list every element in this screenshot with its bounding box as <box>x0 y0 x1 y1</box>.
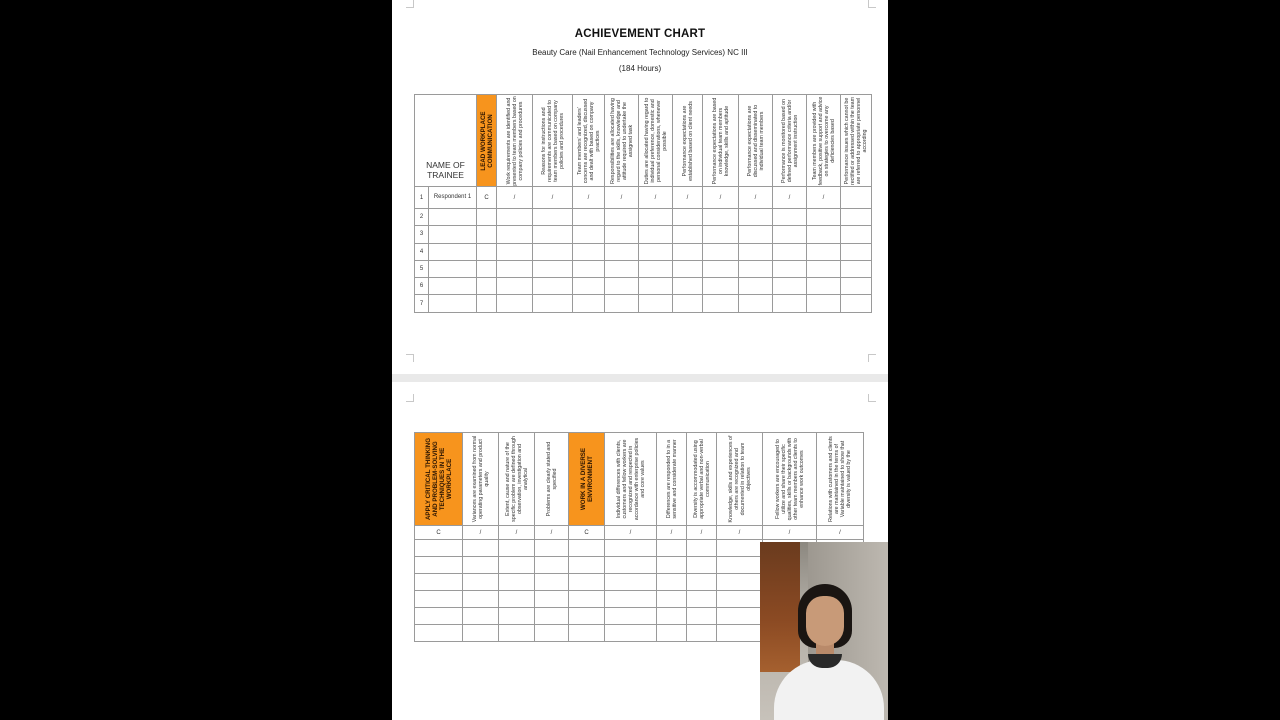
trainee-name-cell <box>429 226 477 243</box>
mark-cell: / <box>463 526 499 540</box>
criteria-header <box>605 95 639 187</box>
mark-cell <box>605 625 657 642</box>
mark-cell <box>535 625 569 642</box>
mark-cell <box>497 226 533 243</box>
mark-cell <box>639 260 673 277</box>
presenter-face <box>806 596 844 646</box>
criteria-text: Reasons for instructions and requirements are communicated to team members based on company policies and procedures <box>540 99 565 182</box>
mark-cell <box>673 243 703 260</box>
page-subtitle: Beauty Care (Nail Enhancement Technology Services) NC III <box>532 48 748 57</box>
mark-cell <box>739 243 773 260</box>
mark-cell <box>533 278 573 295</box>
mark-cell: / <box>657 526 687 540</box>
table-header-row <box>415 433 864 526</box>
criteria-header <box>817 433 864 526</box>
mark-cell <box>773 278 807 295</box>
mark-cell <box>605 557 657 574</box>
mark-cell <box>687 625 717 642</box>
mark-cell <box>639 278 673 295</box>
mark-cell <box>605 243 639 260</box>
mark-cell <box>639 209 673 226</box>
table-row <box>415 187 872 209</box>
mark-cell: / <box>497 187 533 209</box>
crop-mark <box>868 394 876 402</box>
mark-cell: / <box>533 187 573 209</box>
mark-cell <box>807 295 841 312</box>
mark-cell <box>703 260 739 277</box>
mark-cell <box>687 591 717 608</box>
mark-cell <box>703 243 739 260</box>
mark-cell <box>657 608 687 625</box>
mark-cell <box>841 209 872 226</box>
mark-cell <box>477 226 497 243</box>
mark-cell <box>497 260 533 277</box>
mark-cell <box>657 557 687 574</box>
criteria-text: Team members are provided with feedback, positive support and advice on strategies to overcome any deficiencies based <box>811 96 836 185</box>
criteria-text: Team members' and leaders' concerns are recognized, discussed and dealt with based on company practices <box>576 98 601 183</box>
mark-cell <box>717 608 763 625</box>
criteria-header <box>773 95 807 187</box>
mark-cell <box>463 574 499 591</box>
criteria-header <box>573 95 605 187</box>
table-row <box>415 278 872 295</box>
mark-cell <box>773 243 807 260</box>
mark-cell <box>687 574 717 591</box>
mark-cell <box>739 209 773 226</box>
mark-cell: / <box>717 526 763 540</box>
mark-cell: / <box>605 187 639 209</box>
mark-cell <box>773 260 807 277</box>
table-row <box>415 243 872 260</box>
criteria-text: Relations with customers and clients are maintained in the terms of Variable maintained to show that diversity is valued by the <box>828 436 852 522</box>
criteria-header <box>533 95 573 187</box>
trainee-name-cell <box>429 260 477 277</box>
mark-cell: / <box>673 187 703 209</box>
mark-cell <box>657 625 687 642</box>
criteria-text: WORK IN A DIVERSE ENVIRONMENT <box>579 447 594 511</box>
criteria-header <box>673 95 703 187</box>
trainee-name-cell: Respondent 1 <box>429 187 477 209</box>
mark-cell <box>673 295 703 312</box>
row-number: 7 <box>415 295 429 312</box>
mark-cell <box>497 243 533 260</box>
mark-cell <box>687 540 717 557</box>
criteria-text: Performance is monitored based on defined performance criteria and/or assignment instruction <box>780 98 799 183</box>
criteria-header <box>807 95 841 187</box>
row-number: 1 <box>415 187 429 209</box>
mark-cell <box>605 608 657 625</box>
mark-cell <box>739 295 773 312</box>
mark-cell <box>841 187 872 209</box>
criteria-header <box>463 433 499 526</box>
mark-cell <box>717 557 763 574</box>
mark-cell <box>499 540 535 557</box>
mark-cell <box>717 625 763 642</box>
mark-cell <box>499 608 535 625</box>
mark-cell <box>535 591 569 608</box>
mark-cell <box>569 625 605 642</box>
row-number: 5 <box>415 260 429 277</box>
mark-cell <box>499 557 535 574</box>
mark-cell <box>535 557 569 574</box>
mark-cell <box>807 243 841 260</box>
criteria-text: Performance issues which cannot be rectified or addressed within the team are referred to appropriate personnel according <box>844 96 868 185</box>
criteria-text: Individual differences with clients, customers and fellow workers are recognized and respected in accordance with enterprise policies and core values <box>615 437 646 521</box>
mark-cell <box>717 540 763 557</box>
mark-cell <box>657 591 687 608</box>
criteria-text: Fellow workers are encouraged to utilize and share their specific qualities, skills or backgrounds with other team members and clients to enhance work outcomes <box>774 437 805 521</box>
row-number: 4 <box>415 243 429 260</box>
mark-cell <box>673 278 703 295</box>
crop-mark <box>406 354 414 362</box>
mark-cell <box>605 278 639 295</box>
mark-cell <box>657 540 687 557</box>
mark-cell <box>499 625 535 642</box>
mark-cell <box>463 557 499 574</box>
mark-cell <box>841 278 872 295</box>
mark-cell: / <box>763 526 817 540</box>
criteria-header <box>841 95 872 187</box>
mark-cell <box>533 260 573 277</box>
mark-cell <box>717 591 763 608</box>
mark-cell: C <box>477 187 497 209</box>
mark-cell <box>463 540 499 557</box>
crop-mark <box>406 0 414 8</box>
mark-cell <box>569 574 605 591</box>
mark-cell: / <box>817 526 864 540</box>
mark-cell <box>703 209 739 226</box>
mark-cell <box>639 295 673 312</box>
mark-cell <box>605 209 639 226</box>
mark-cell: / <box>703 187 739 209</box>
criteria-text: APPLY CRITICAL THINKING AND PROBLEM-SOLVING TECHNIQUES IN THE WORKPLACE <box>424 437 453 521</box>
mark-cell <box>673 209 703 226</box>
mark-cell <box>703 278 739 295</box>
criteria-text: Duties are allocated having regard to individual preference, domestic and personal considerations, whenever possible <box>643 97 668 184</box>
criteria-header <box>535 433 569 526</box>
mark-cell <box>573 260 605 277</box>
mark-cell: C <box>569 526 605 540</box>
trainee-name-cell <box>429 278 477 295</box>
mark-cell <box>415 540 463 557</box>
mark-cell <box>703 295 739 312</box>
mark-cell <box>841 226 872 243</box>
mark-cell <box>533 209 573 226</box>
mark-cell <box>605 540 657 557</box>
mark-cell <box>573 243 605 260</box>
table-row <box>415 226 872 243</box>
mark-cell <box>415 591 463 608</box>
mark-cell <box>533 295 573 312</box>
mark-cell <box>573 278 605 295</box>
mark-cell <box>569 540 605 557</box>
mark-cell: / <box>573 187 605 209</box>
mark-cell <box>573 295 605 312</box>
mark-cell <box>533 243 573 260</box>
mark-cell <box>573 209 605 226</box>
mark-cell: / <box>535 526 569 540</box>
section-header <box>569 433 605 526</box>
mark-cell <box>497 209 533 226</box>
mark-cell <box>739 226 773 243</box>
criteria-text: LEAD WORKPLACE COMMUNICATION <box>479 110 494 171</box>
mark-cell: / <box>639 187 673 209</box>
mark-cell <box>477 243 497 260</box>
criteria-header <box>639 95 673 187</box>
criteria-header <box>763 433 817 526</box>
row-number: 2 <box>415 209 429 226</box>
table-header-row <box>415 95 872 187</box>
mark-cell <box>605 260 639 277</box>
table-row <box>415 526 864 540</box>
section-header <box>415 433 463 526</box>
mark-cell <box>673 260 703 277</box>
table-row <box>415 295 872 312</box>
document-page-1 <box>392 0 888 374</box>
mark-cell <box>639 226 673 243</box>
criteria-text: Variances are examined from normal operating parameters and product quality <box>471 435 490 523</box>
row-number: 6 <box>415 278 429 295</box>
table-row <box>415 209 872 226</box>
criteria-header <box>717 433 763 526</box>
criteria-text: Extent, cause and nature of the specific problem are defined through observation, investigation and analytical <box>504 436 529 522</box>
mark-cell <box>497 278 533 295</box>
mark-cell <box>573 226 605 243</box>
mark-cell <box>415 625 463 642</box>
criteria-header <box>657 433 687 526</box>
mark-cell: / <box>773 187 807 209</box>
criteria-header <box>497 95 533 187</box>
mark-cell <box>807 260 841 277</box>
mark-cell <box>463 591 499 608</box>
mark-cell <box>841 295 872 312</box>
mark-cell <box>773 226 807 243</box>
crop-mark <box>868 354 876 362</box>
mark-cell <box>807 209 841 226</box>
trainee-name-cell <box>429 295 477 312</box>
mark-cell <box>605 295 639 312</box>
mark-cell: / <box>739 187 773 209</box>
criteria-text: Problems are clearly stated and specified <box>545 441 558 517</box>
mark-cell <box>415 608 463 625</box>
crop-mark <box>868 0 876 8</box>
mark-cell <box>535 608 569 625</box>
mark-cell <box>605 226 639 243</box>
criteria-text: Performance expectations are based on individual team members knowledge, skills and aptitude <box>711 97 730 184</box>
criteria-text: Responsibilities are allocated having regard to the skills, knowledge and attitude required to undertake the assigned task <box>609 97 634 184</box>
mark-cell <box>807 226 841 243</box>
achievement-table-1 <box>414 94 872 313</box>
mark-cell <box>773 295 807 312</box>
mark-cell <box>739 260 773 277</box>
criteria-header <box>687 433 717 526</box>
mark-cell <box>717 574 763 591</box>
mark-cell <box>499 574 535 591</box>
mark-cell: / <box>499 526 535 540</box>
mark-cell <box>535 574 569 591</box>
mark-cell <box>773 209 807 226</box>
mark-cell <box>703 226 739 243</box>
mark-cell <box>477 260 497 277</box>
mark-cell <box>415 574 463 591</box>
mark-cell <box>841 260 872 277</box>
mark-cell <box>841 243 872 260</box>
section-header <box>477 95 497 187</box>
mark-cell <box>463 608 499 625</box>
criteria-text: Performance expectations are discussed and disseminated to individual team members <box>746 104 765 177</box>
criteria-text: Performance expectations are established based on client needs <box>681 100 694 181</box>
crop-mark <box>406 394 414 402</box>
trainee-name-cell <box>429 209 477 226</box>
criteria-text: Work requirements are identified and presented to team members based on company policies and procedures <box>505 95 524 186</box>
trainee-name-cell <box>429 243 477 260</box>
mark-cell <box>569 557 605 574</box>
mark-cell <box>605 591 657 608</box>
criteria-text: Differences are responded to in a sensitive and considerate manner <box>665 439 678 519</box>
mark-cell: / <box>605 526 657 540</box>
mark-cell <box>533 226 573 243</box>
mark-cell <box>415 557 463 574</box>
mark-cell <box>535 540 569 557</box>
mark-cell: C <box>415 526 463 540</box>
mark-cell <box>569 608 605 625</box>
mark-cell <box>477 278 497 295</box>
course-hours: (184 Hours) <box>618 64 662 73</box>
criteria-header <box>703 95 739 187</box>
mark-cell <box>639 243 673 260</box>
mark-cell <box>687 557 717 574</box>
criteria-text: Diversity is accommodated using appropriate verbal and non-verbal communication <box>692 439 711 519</box>
mark-cell <box>739 278 773 295</box>
mark-cell <box>605 574 657 591</box>
mark-cell <box>657 574 687 591</box>
mark-cell <box>477 295 497 312</box>
mark-cell: / <box>687 526 717 540</box>
mark-cell <box>807 278 841 295</box>
mark-cell <box>497 295 533 312</box>
name-of-trainee-header: NAME OF TRAINEE <box>415 95 477 187</box>
criteria-header <box>739 95 773 187</box>
criteria-text: Knowledge, skills and experiences of others are recognized and documented in relation to team objectives <box>727 435 752 523</box>
mark-cell <box>687 608 717 625</box>
webcam-overlay <box>760 542 888 720</box>
mark-cell <box>569 591 605 608</box>
mark-cell <box>463 625 499 642</box>
mark-cell <box>499 591 535 608</box>
mark-cell: / <box>807 187 841 209</box>
table-row <box>415 260 872 277</box>
criteria-header <box>499 433 535 526</box>
row-number: 3 <box>415 226 429 243</box>
criteria-header <box>605 433 657 526</box>
webcam-shelf <box>760 542 800 672</box>
mark-cell <box>673 226 703 243</box>
mark-cell <box>477 209 497 226</box>
page-gap <box>392 374 888 382</box>
page-title: ACHIEVEMENT CHART <box>574 28 706 40</box>
